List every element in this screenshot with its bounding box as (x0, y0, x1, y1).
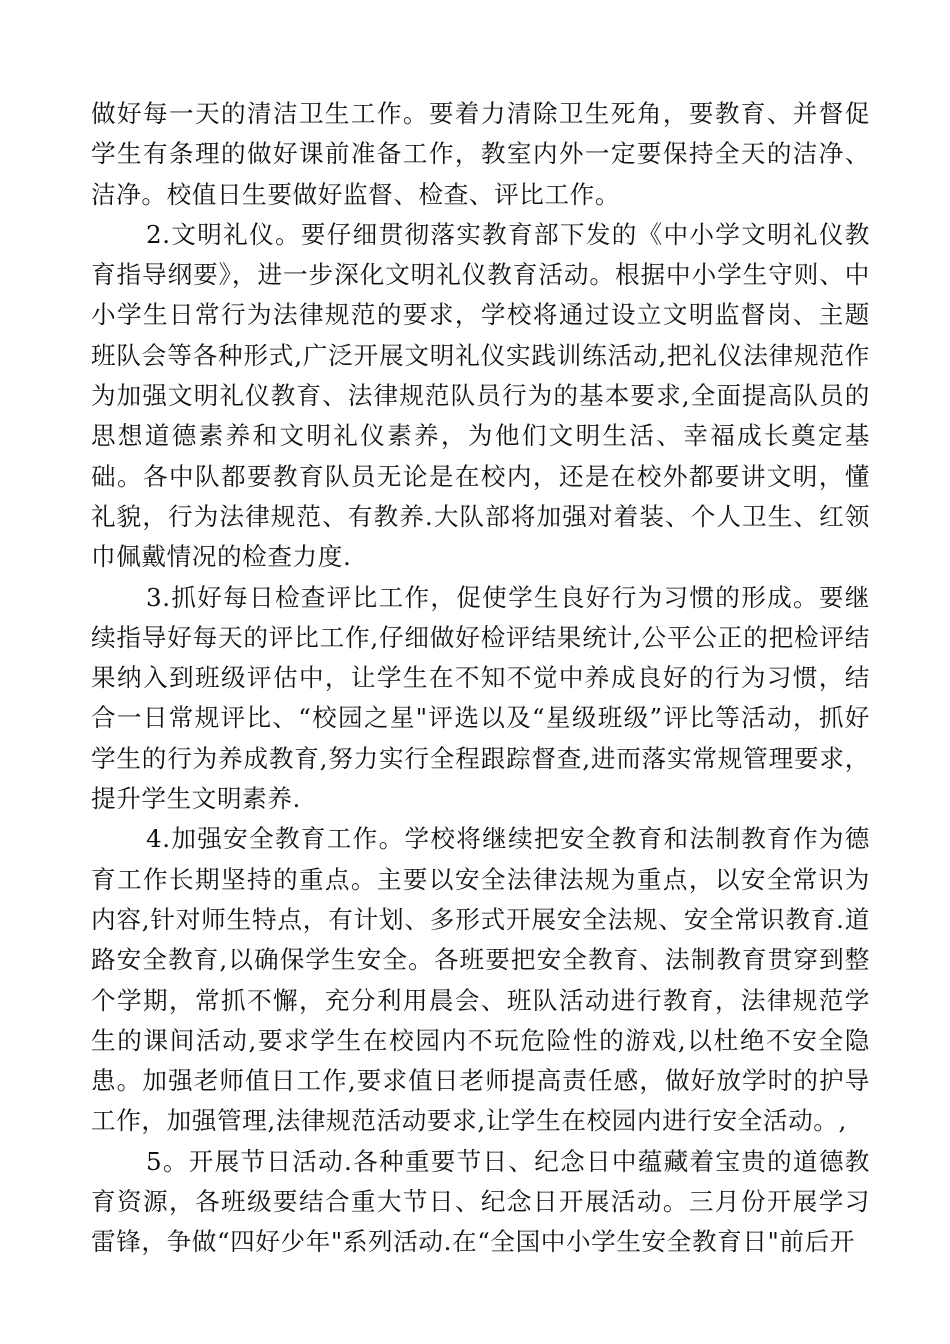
paragraph-item-5-festivals: 5。开展节日活动.各种重要节日、纪念日中蕴藏着宝贵的道德教育资源，各班级要结合重大节日、纪念日开展活动。三月份开展学习雷锋，争做“四好少年"系列活动.在“全国中小学生安全教育日"前后开 (91, 1146, 870, 1257)
paragraph-item-2-etiquette: 2.文明礼仪。要仔细贯彻落实教育部下发的《中小学文明礼仪教育指导纲要》，进一步深化文明礼仪教育活动。根据中小学生守则、中小学生日常行为法律规范的要求，学校将通过设立文明监督岗、主题班队会等各种形式,广泛开展文明礼仪实践训练活动,把礼仪法律规范作为加强文明礼仪教育、法律规范队员行为的基本要求,全面提高队员的思想道德素养和文明礼仪素养，为他们文明生活、幸福成长奠定基础。各中队都要教育队员无论是在校内，还是在校外都要讲文明，懂礼貌，行为法律规范、有教养.大队部将加强对着装、个人卫生、红领巾佩戴情况的检查力度. (91, 219, 870, 572)
paragraph-item-4-safety: 4.加强安全教育工作。学校将继续把安全教育和法制教育作为德育工作长期坚持的重点。主要以安全法律法规为重点，以安全常识为内容,针对师生特点，有计划、多形式开展安全法规、安全常识教育.道路安全教育,以确保学生安全。各班要把安全教育、法制教育贯穿到整个学期，常抓不懈，充分利用晨会、班队活动进行教育，法律规范学生的课间活动,要求学生在校园内不玩危险性的游戏,以杜绝不安全隐患。加强老师值日工作,要求值日老师提高责任感，做好放学时的护导工作，加强管理,法律规范活动要求,让学生在校园内进行安全活动。, (91, 824, 870, 1136)
paragraph-item-3-daily-inspection: 3.抓好每日检查评比工作，促使学生良好行为习惯的形成。要继续指导好每天的评比工作,仔细做好检评结果统计,公平公正的把检评结果纳入到班级评估中，让学生在不知不觉中养成良好的行为习惯，结合一日常规评比、“校园之星"评选以及“星级班级”评比等活动，抓好学生的行为养成教育,努力实行全程跟踪督查,进而落实常规管理要求，提升学生文明素养. (91, 582, 870, 814)
paragraph-hygiene-continuation: 做好每一天的清洁卫生工作。要着力清除卫生死角，要教育、并督促学生有条理的做好课前准备工作，教室内外一定要保持全天的洁净、洁净。校值日生要做好监督、检查、评比工作。 (91, 99, 870, 209)
